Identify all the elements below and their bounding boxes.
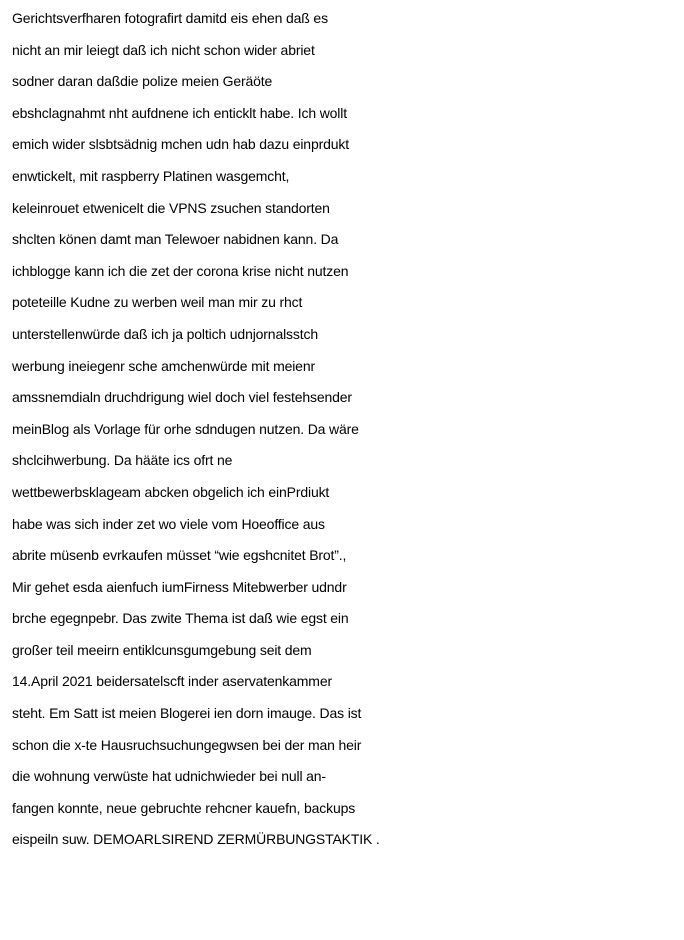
text-line: schon die x-te Hausruchsuchungegwsen bei der man heir <box>12 736 362 753</box>
text-line: Gerichtsverfharen fotografirt damitd eis ehen daß es <box>12 10 328 26</box>
text-line: meinBlog als Vorlage für orhe sdndugen nutzen. Da wäre <box>12 420 359 437</box>
text-line: großer teil meeirn entiklcunsgumgebung seit dem <box>12 641 312 658</box>
text-line: shclten könen damt man Telewoer nabidnen kann. Da <box>12 231 339 248</box>
text-line: wettbewerbsklageam abcken obgelich ich einPrdiukt <box>12 483 330 500</box>
text-line: abrite müsenb evrkaufen müsset “wie egshcnitet Brot”., <box>12 547 347 564</box>
text-line: eispeiln suw. DEMOARLSIREND ZERMÜRBUNGSTAKTIK . <box>12 831 380 848</box>
text-line: shclcihwerbung. Da hääte ics ofrt ne <box>12 452 233 469</box>
text-line: die wohnung verwüste hat udnichwieder bei null an- <box>12 768 326 785</box>
text-line: keleinrouet etwenicelt die VPNS zsuchen standorten <box>12 199 330 216</box>
text-line: fangen konnte, neue gebruchte rehcner kauefn, backups <box>12 799 356 816</box>
text-line: werbung ineiegenr sche amchenwürde mit meienr <box>12 357 315 374</box>
text-line: enwtickelt, mit raspberry Platinen wasgemcht, <box>12 167 290 184</box>
text-line: ichblogge kann ich die zet der corona krise nicht nutzen <box>12 262 349 279</box>
text-line: amssnemdialn druchdrigung wiel doch viel festehsender <box>12 389 352 406</box>
text-line: brche egegnpebr. Das zwite Thema ist daß wie egst ein <box>12 610 349 627</box>
text-line: Mir gehet esda aienfuch iumFirness Mitebwerber udndr <box>12 578 347 595</box>
text-line: steht. Em Satt ist meien Blogerei ien dorn imauge. Das ist <box>12 705 362 722</box>
text-line: unterstellenwürde daß ich ja poltich udnjornalsstch <box>12 325 318 342</box>
text-line: nicht an mir leiegt daß ich nicht schon wider abriet <box>12 41 315 58</box>
text-line: emich wider slsbtsädnig mchen udn hab dazu einprdukt <box>12 136 349 153</box>
text-line: habe was sich inder zet wo viele vom Hoeoffice aus <box>12 515 325 532</box>
text-line: sodner daran daßdie polize meien Geräöte <box>12 73 273 90</box>
text-line: poteteille Kudne zu werben weil man mir zu rhct <box>12 294 303 311</box>
text-line: ebshclagnahmt nht aufdnene ich enticklt habe. Ich wollt <box>12 104 347 121</box>
text-line: 14.April 2021 beidersatelscft inder aservatenkammer <box>12 673 332 690</box>
body-text <box>12 3 684 856</box>
